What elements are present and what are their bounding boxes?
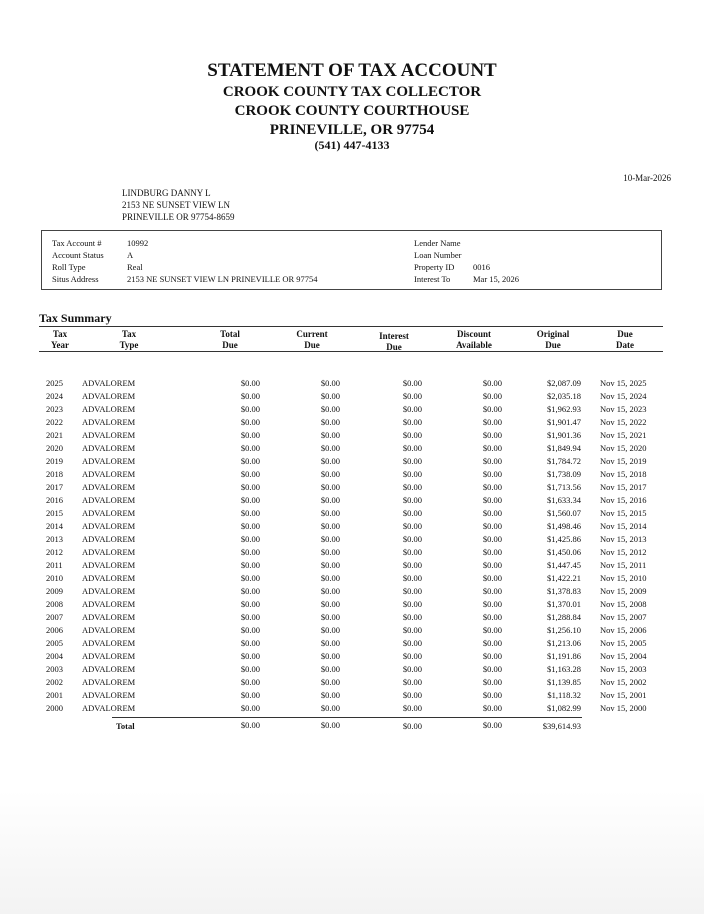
account-status-label: Account Status — [52, 250, 104, 260]
cell-tax-year: 2006 — [46, 625, 63, 635]
cell-total-due: $0.00 — [240, 547, 260, 557]
cell-tax-year: 2008 — [46, 599, 63, 609]
cell-due-date: Nov 15, 2004 — [600, 651, 647, 661]
cell-interest-due: $0.00 — [402, 469, 422, 479]
cell-due-date: Nov 15, 2000 — [600, 703, 647, 713]
cell-current-due: $0.00 — [320, 482, 340, 492]
cell-discount-available: $0.00 — [482, 651, 502, 661]
cell-tax-type: ADVALOREM — [82, 638, 136, 648]
total-label: Total — [116, 721, 135, 731]
cell-interest-due: $0.00 — [402, 651, 422, 661]
header-due-date-line2: Date — [616, 340, 634, 350]
cell-interest-due: $0.00 — [402, 625, 422, 635]
cell-due-date: Nov 15, 2007 — [600, 612, 647, 622]
cell-total-due: $0.00 — [240, 430, 260, 440]
cell-current-due: $0.00 — [320, 677, 340, 687]
header-tax-year-line1: Tax — [52, 329, 68, 339]
roll-type-value: Real — [127, 262, 143, 272]
interest-to-label: Interest To — [414, 274, 451, 284]
cell-total-due: $0.00 — [240, 534, 260, 544]
cell-total-due: $0.00 — [240, 677, 260, 687]
cell-current-due: $0.00 — [320, 612, 340, 622]
cell-interest-due: $0.00 — [402, 508, 422, 518]
cell-original-due: $2,035.18 — [547, 391, 581, 401]
cell-interest-due: $0.00 — [402, 599, 422, 609]
cell-discount-available: $0.00 — [482, 482, 502, 492]
cell-discount-available: $0.00 — [482, 638, 502, 648]
cell-current-due: $0.00 — [320, 508, 340, 518]
cell-tax-type: ADVALOREM — [82, 482, 136, 492]
cell-total-due: $0.00 — [240, 625, 260, 635]
cell-tax-type: ADVALOREM — [82, 534, 136, 544]
cell-total-due: $0.00 — [240, 703, 260, 713]
cell-due-date: Nov 15, 2025 — [600, 378, 647, 388]
cell-discount-available: $0.00 — [482, 599, 502, 609]
cell-due-date: Nov 15, 2022 — [600, 417, 647, 427]
header-tax-year — [40, 329, 80, 351]
header-original-due-line2: Due — [545, 340, 561, 350]
cell-due-date: Nov 15, 2008 — [600, 599, 647, 609]
total-original-due: $39,614.93 — [542, 721, 581, 731]
cell-tax-type: ADVALOREM — [82, 456, 136, 466]
cell-discount-available: $0.00 — [482, 573, 502, 583]
cell-total-due: $0.00 — [240, 391, 260, 401]
cell-interest-due: $0.00 — [402, 664, 422, 674]
cell-original-due: $1,498.46 — [547, 521, 581, 531]
cell-interest-due: $0.00 — [402, 404, 422, 414]
cell-tax-type: ADVALOREM — [82, 560, 136, 570]
cell-total-due: $0.00 — [240, 456, 260, 466]
tax-account-label: Tax Account # — [52, 238, 102, 248]
cell-discount-available: $0.00 — [482, 534, 502, 544]
cell-due-date: Nov 15, 2019 — [600, 456, 647, 466]
cell-current-due: $0.00 — [320, 534, 340, 544]
cell-original-due: $1,849.94 — [547, 443, 581, 453]
cell-discount-available: $0.00 — [482, 404, 502, 414]
header-tax-type-line2: Type — [119, 340, 139, 350]
cell-due-date: Nov 15, 2017 — [600, 482, 647, 492]
cell-tax-year: 2001 — [46, 690, 63, 700]
cell-discount-available: $0.00 — [482, 521, 502, 531]
cell-total-due: $0.00 — [240, 443, 260, 453]
cell-due-date: Nov 15, 2024 — [600, 391, 647, 401]
cell-current-due: $0.00 — [320, 638, 340, 648]
cell-current-due: $0.00 — [320, 586, 340, 596]
cell-total-due: $0.00 — [240, 404, 260, 414]
cell-tax-year: 2023 — [46, 404, 63, 414]
summary-total-rule — [112, 717, 582, 718]
cell-discount-available: $0.00 — [482, 586, 502, 596]
cell-tax-year: 2016 — [46, 495, 63, 505]
cell-original-due: $1,450.06 — [547, 547, 581, 557]
header-total-due-line1: Total — [220, 329, 240, 339]
header-tax-year-line2: Year — [51, 340, 69, 350]
cell-tax-type: ADVALOREM — [82, 690, 136, 700]
lender-name-label: Lender Name — [414, 238, 461, 248]
owner-block — [122, 187, 235, 223]
cell-discount-available: $0.00 — [482, 443, 502, 453]
cell-tax-year: 2024 — [46, 391, 63, 401]
cell-discount-available: $0.00 — [482, 560, 502, 570]
cell-original-due: $1,713.56 — [547, 482, 581, 492]
cell-total-due: $0.00 — [240, 521, 260, 531]
header-total-due-line2: Due — [222, 340, 238, 350]
header-interest-due — [369, 331, 419, 353]
courthouse-name: CROOK COUNTY COURTHOUSE — [234, 103, 470, 119]
cell-total-due: $0.00 — [240, 651, 260, 661]
cell-tax-year: 2022 — [46, 417, 63, 427]
cell-current-due: $0.00 — [320, 664, 340, 674]
cell-tax-year: 2011 — [46, 560, 63, 570]
header-discount-available — [444, 329, 504, 351]
cell-interest-due: $0.00 — [402, 521, 422, 531]
cell-interest-due: $0.00 — [402, 391, 422, 401]
cell-due-date: Nov 15, 2016 — [600, 495, 647, 505]
statement-title: STATEMENT OF TAX ACCOUNT — [207, 60, 497, 81]
header-current-due — [287, 329, 337, 351]
collector-phone: (541) 447-4133 — [314, 138, 390, 152]
cell-due-date: Nov 15, 2015 — [600, 508, 647, 518]
total-total-due: $0.00 — [240, 720, 260, 730]
cell-tax-type: ADVALOREM — [82, 404, 136, 414]
cell-total-due: $0.00 — [240, 638, 260, 648]
cell-current-due: $0.00 — [320, 404, 340, 414]
cell-due-date: Nov 15, 2020 — [600, 443, 647, 453]
cell-interest-due: $0.00 — [402, 417, 422, 427]
cell-discount-available: $0.00 — [482, 625, 502, 635]
cell-interest-due: $0.00 — [402, 703, 422, 713]
cell-interest-due: $0.00 — [402, 677, 422, 687]
cell-current-due: $0.00 — [320, 703, 340, 713]
header-tax-type-line1: Tax — [121, 329, 137, 339]
cell-total-due: $0.00 — [240, 378, 260, 388]
cell-total-due: $0.00 — [240, 586, 260, 596]
cell-due-date: Nov 15, 2023 — [600, 404, 647, 414]
header-tax-type — [105, 329, 153, 351]
cell-total-due: $0.00 — [240, 612, 260, 622]
situs-address-value: 2153 NE SUNSET VIEW LN PRINEVILLE OR 97754 — [127, 274, 318, 284]
property-id-value: 0016 — [473, 262, 490, 272]
header-current-due-line1: Current — [296, 329, 328, 339]
cell-due-date: Nov 15, 2011 — [600, 560, 647, 570]
cell-total-due: $0.00 — [240, 573, 260, 583]
cell-current-due: $0.00 — [320, 469, 340, 479]
cell-tax-year: 2005 — [46, 638, 63, 648]
cell-original-due: $1,425.86 — [547, 534, 581, 544]
cell-original-due: $1,118.32 — [547, 690, 581, 700]
cell-tax-type: ADVALOREM — [82, 391, 136, 401]
collector-name: CROOK COUNTY TAX COLLECTOR — [222, 84, 482, 100]
cell-tax-year: 2007 — [46, 612, 63, 622]
total-interest-due: $0.00 — [402, 721, 422, 731]
cell-tax-year: 2009 — [46, 586, 63, 596]
tax-summary-title: Tax Summary — [39, 311, 112, 325]
cell-interest-due: $0.00 — [402, 638, 422, 648]
cell-tax-year: 2014 — [46, 521, 63, 531]
cell-interest-due: $0.00 — [402, 378, 422, 388]
cell-tax-year: 2017 — [46, 482, 63, 492]
cell-original-due: $1,738.09 — [547, 469, 581, 479]
cell-tax-type: ADVALOREM — [82, 469, 136, 479]
total-discount-available: $0.00 — [482, 720, 502, 730]
cell-tax-type: ADVALOREM — [82, 443, 136, 453]
cell-original-due: $1,901.47 — [547, 417, 581, 427]
cell-interest-due: $0.00 — [402, 534, 422, 544]
header-interest-due-line1: Interest — [379, 331, 409, 341]
cell-total-due: $0.00 — [240, 560, 260, 570]
cell-tax-year: 2013 — [46, 534, 63, 544]
statement-date: 10-Mar-2026 — [623, 173, 671, 183]
cell-current-due: $0.00 — [320, 690, 340, 700]
cell-current-due: $0.00 — [320, 456, 340, 466]
cell-current-due: $0.00 — [320, 547, 340, 557]
header-discount-available-line2: Available — [456, 340, 492, 350]
cell-current-due: $0.00 — [320, 625, 340, 635]
cell-due-date: Nov 15, 2012 — [600, 547, 647, 557]
cell-current-due: $0.00 — [320, 443, 340, 453]
cell-due-date: Nov 15, 2014 — [600, 521, 647, 531]
cell-current-due: $0.00 — [320, 560, 340, 570]
cell-discount-available: $0.00 — [482, 469, 502, 479]
header-due-date — [602, 329, 648, 351]
collector-city: PRINEVILLE, OR 97754 — [269, 122, 435, 138]
cell-tax-type: ADVALOREM — [82, 651, 136, 661]
owner-address-line1: 2153 NE SUNSET VIEW LN — [122, 200, 230, 210]
cell-discount-available: $0.00 — [482, 677, 502, 687]
cell-tax-type: ADVALOREM — [82, 378, 136, 388]
cell-tax-type: ADVALOREM — [82, 521, 136, 531]
cell-tax-type: ADVALOREM — [82, 495, 136, 505]
cell-tax-year: 2010 — [46, 573, 63, 583]
cell-current-due: $0.00 — [320, 391, 340, 401]
cell-tax-year: 2015 — [46, 508, 63, 518]
cell-interest-due: $0.00 — [402, 495, 422, 505]
loan-number-label: Loan Number — [414, 250, 462, 260]
cell-tax-type: ADVALOREM — [82, 508, 136, 518]
cell-due-date: Nov 15, 2021 — [600, 430, 647, 440]
cell-due-date: Nov 15, 2010 — [600, 573, 647, 583]
cell-tax-type: ADVALOREM — [82, 703, 136, 713]
cell-tax-type: ADVALOREM — [82, 430, 136, 440]
header-original-due-line1: Original — [536, 329, 570, 339]
cell-original-due: $1,422.21 — [547, 573, 581, 583]
cell-discount-available: $0.00 — [482, 495, 502, 505]
cell-tax-year: 2004 — [46, 651, 63, 661]
header-current-due-line2: Due — [304, 340, 320, 350]
cell-tax-year: 2012 — [46, 547, 63, 557]
page-shadow — [0, 790, 704, 914]
cell-current-due: $0.00 — [320, 651, 340, 661]
cell-current-due: $0.00 — [320, 521, 340, 531]
cell-tax-year: 2019 — [46, 456, 63, 466]
summary-header-rule — [39, 351, 663, 352]
cell-discount-available: $0.00 — [482, 547, 502, 557]
cell-interest-due: $0.00 — [402, 573, 422, 583]
cell-discount-available: $0.00 — [482, 612, 502, 622]
cell-original-due: $1,256.10 — [547, 625, 581, 635]
cell-interest-due: $0.00 — [402, 612, 422, 622]
cell-original-due: $1,633.34 — [547, 495, 581, 505]
cell-original-due: $2,087.09 — [547, 378, 581, 388]
cell-original-due: $1,370.01 — [547, 599, 581, 609]
cell-discount-available: $0.00 — [482, 508, 502, 518]
cell-original-due: $1,139.85 — [547, 677, 581, 687]
cell-tax-year: 2002 — [46, 677, 63, 687]
header-total-due — [205, 329, 255, 351]
cell-interest-due: $0.00 — [402, 690, 422, 700]
interest-to-value: Mar 15, 2026 — [473, 274, 520, 284]
cell-discount-available: $0.00 — [482, 690, 502, 700]
cell-tax-type: ADVALOREM — [82, 625, 136, 635]
header-due-date-line1: Due — [617, 329, 633, 339]
cell-original-due: $1,784.72 — [547, 456, 581, 466]
cell-tax-type: ADVALOREM — [82, 612, 136, 622]
cell-tax-type: ADVALOREM — [82, 599, 136, 609]
cell-original-due: $1,082.99 — [547, 703, 581, 713]
cell-original-due: $1,163.28 — [547, 664, 581, 674]
account-info-box — [41, 230, 662, 290]
owner-address-line2: PRINEVILLE OR 97754-8659 — [122, 212, 235, 222]
cell-tax-year: 2003 — [46, 664, 63, 674]
account-status-value: A — [127, 250, 134, 260]
cell-tax-type: ADVALOREM — [82, 586, 136, 596]
cell-due-date: Nov 15, 2006 — [600, 625, 647, 635]
cell-tax-type: ADVALOREM — [82, 547, 136, 557]
cell-total-due: $0.00 — [240, 417, 260, 427]
cell-original-due: $1,378.83 — [547, 586, 581, 596]
cell-tax-type: ADVALOREM — [82, 573, 136, 583]
cell-current-due: $0.00 — [320, 378, 340, 388]
header-discount-available-line1: Discount — [456, 329, 491, 339]
cell-total-due: $0.00 — [240, 664, 260, 674]
cell-interest-due: $0.00 — [402, 547, 422, 557]
cell-tax-type: ADVALOREM — [82, 664, 136, 674]
cell-original-due: $1,191.86 — [547, 651, 581, 661]
cell-original-due: $1,901.36 — [547, 430, 581, 440]
header-interest-due-line2: Due — [386, 342, 402, 352]
owner-name: LINDBURG DANNY L — [122, 188, 211, 198]
cell-interest-due: $0.00 — [402, 482, 422, 492]
header-original-due — [528, 329, 578, 351]
total-current-due: $0.00 — [320, 720, 340, 730]
cell-total-due: $0.00 — [240, 469, 260, 479]
cell-interest-due: $0.00 — [402, 443, 422, 453]
cell-interest-due: $0.00 — [402, 586, 422, 596]
cell-tax-year: 2025 — [46, 378, 63, 388]
roll-type-label: Roll Type — [52, 262, 86, 272]
cell-tax-year: 2000 — [46, 703, 63, 713]
cell-due-date: Nov 15, 2001 — [600, 690, 647, 700]
cell-original-due: $1,962.93 — [547, 404, 581, 414]
cell-due-date: Nov 15, 2013 — [600, 534, 647, 544]
cell-discount-available: $0.00 — [482, 703, 502, 713]
cell-current-due: $0.00 — [320, 599, 340, 609]
cell-due-date: Nov 15, 2005 — [600, 638, 647, 648]
cell-tax-year: 2021 — [46, 430, 63, 440]
cell-due-date: Nov 15, 2009 — [600, 586, 647, 596]
cell-current-due: $0.00 — [320, 495, 340, 505]
cell-current-due: $0.00 — [320, 430, 340, 440]
cell-discount-available: $0.00 — [482, 378, 502, 388]
cell-original-due: $1,447.45 — [547, 560, 581, 570]
cell-total-due: $0.00 — [240, 495, 260, 505]
cell-tax-type: ADVALOREM — [82, 417, 136, 427]
cell-total-due: $0.00 — [240, 508, 260, 518]
tax-account-value: 10992 — [127, 238, 149, 248]
cell-due-date: Nov 15, 2018 — [600, 469, 647, 479]
cell-discount-available: $0.00 — [482, 391, 502, 401]
situs-address-label: Situs Address — [52, 274, 99, 284]
cell-current-due: $0.00 — [320, 573, 340, 583]
cell-due-date: Nov 15, 2002 — [600, 677, 647, 687]
cell-total-due: $0.00 — [240, 690, 260, 700]
cell-due-date: Nov 15, 2003 — [600, 664, 647, 674]
cell-current-due: $0.00 — [320, 417, 340, 427]
cell-interest-due: $0.00 — [402, 456, 422, 466]
cell-total-due: $0.00 — [240, 599, 260, 609]
cell-discount-available: $0.00 — [482, 430, 502, 440]
cell-tax-year: 2020 — [46, 443, 63, 453]
cell-discount-available: $0.00 — [482, 456, 502, 466]
cell-total-due: $0.00 — [240, 482, 260, 492]
cell-interest-due: $0.00 — [402, 560, 422, 570]
cell-tax-year: 2018 — [46, 469, 63, 479]
cell-tax-type: ADVALOREM — [82, 677, 136, 687]
cell-original-due: $1,213.06 — [547, 638, 581, 648]
summary-top-rule — [39, 326, 663, 327]
property-id-label: Property ID — [414, 262, 455, 272]
cell-interest-due: $0.00 — [402, 430, 422, 440]
cell-original-due: $1,288.84 — [547, 612, 581, 622]
cell-original-due: $1,560.07 — [547, 508, 581, 518]
cell-discount-available: $0.00 — [482, 417, 502, 427]
cell-discount-available: $0.00 — [482, 664, 502, 674]
